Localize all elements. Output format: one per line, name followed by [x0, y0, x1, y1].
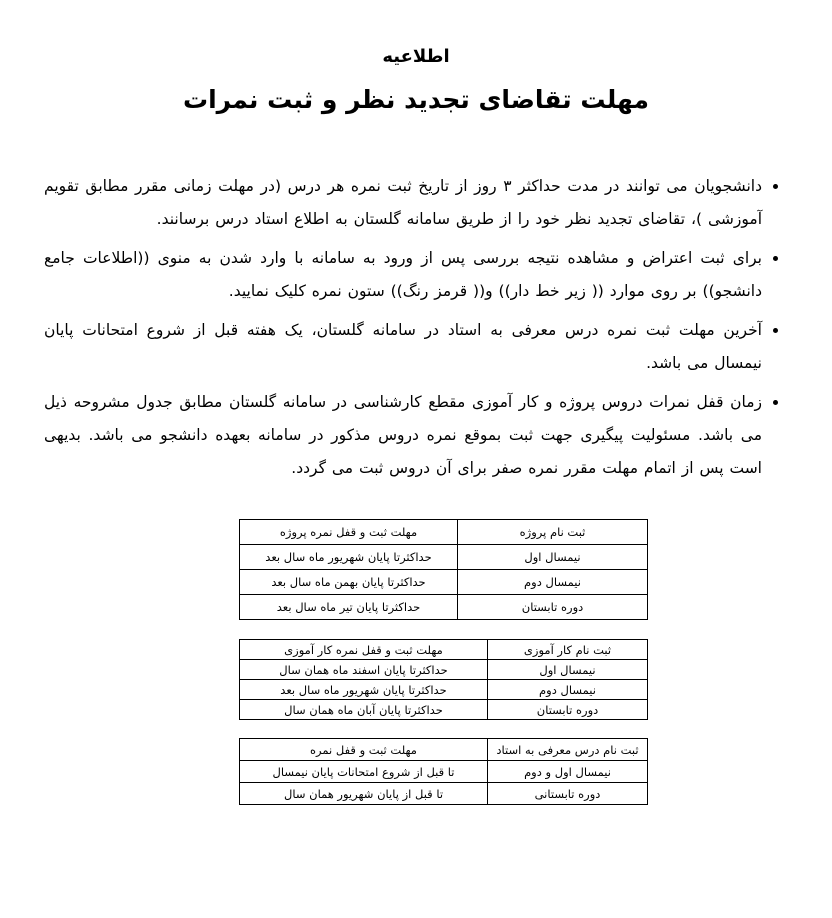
table-row — [240, 761, 648, 783]
cell-term: دوره تابستانی — [488, 783, 648, 805]
table-row — [240, 545, 648, 570]
bullet-item-instructor-deadline: • آخرین مهلت ثبت نمره درس معرفی به استاد در سامانه گلستان، یک هفته قبل از شروع امتحانات پایان نیمسال می باشد. — [44, 314, 762, 380]
table-header-row — [240, 520, 648, 545]
cell-term: نیمسال اول و دوم — [488, 761, 648, 783]
page-title: مهلت تقاضای تجدید نظر و ثبت نمرات — [182, 85, 650, 114]
header-cell-project-deadline: مهلت ثبت و قفل نمره پروژه — [240, 520, 458, 545]
header-cell-referral-registration: ثبت نام درس معرفی به استاد — [488, 739, 648, 761]
cell-deadline: تا قبل از پایان شهریور همان سال — [240, 783, 488, 805]
header-cell-project-registration: ثبت نام پروژه — [458, 520, 648, 545]
header-cell-internship-registration: ثبت نام کار آموزی — [488, 640, 648, 660]
table-row — [240, 660, 648, 680]
header-cell-referral-deadline: مهلت ثبت و قفل نمره — [240, 739, 488, 761]
cell-term: دوره تابستان — [488, 700, 648, 720]
table-row — [240, 570, 648, 595]
cell-deadline: حداکثرتا پایان تیر ماه سال بعد — [240, 595, 458, 620]
internship-grade-table — [240, 639, 648, 720]
cell-deadline: حداکثرتا پایان شهریور ماه سال بعد — [240, 545, 458, 570]
table-header-row — [240, 640, 648, 660]
announcement-heading: اطلاعیه — [382, 46, 450, 67]
cell-term: نیمسال دوم — [458, 570, 648, 595]
cell-deadline: حداکثرتا پایان بهمن ماه سال بعد — [240, 570, 458, 595]
cell-deadline: حداکثرتا پایان شهریور ماه سال بعد — [240, 680, 488, 700]
bullet-item-objection-registration: • برای ثبت اعتراض و مشاهده نتیجه بررسی پس از ورود به سامانه با وارد شدن به منوی ((اطلاعات جامع دانشجو)) بر روی موارد (( زیر خط دار)) و(( قرمز رنگ)) ستون نمره کلیک نمایید. — [44, 242, 762, 308]
table-row — [240, 700, 648, 720]
cell-term: نیمسال اول — [458, 545, 648, 570]
table-row — [240, 595, 648, 620]
table-header-row — [240, 739, 648, 761]
bullet-item-review-request: • دانشجویان می توانند در مدت حداکثر ۳ روز از تاریخ ثبت نمره هر درس (در مهلت زمانی مقرر مطابق تقویم آموزشی )، تقاضای تجدید نظر خود را از طریق سامانه گلستان به اطلاع استاد درس برسانند. — [44, 170, 762, 236]
header-cell-internship-deadline: مهلت ثبت و قفل نمره کار آموزی — [240, 640, 488, 660]
cell-deadline: حداکثرتا پایان اسفند ماه همان سال — [240, 660, 488, 680]
cell-deadline: تا قبل از شروع امتحانات پایان نیمسال — [240, 761, 488, 783]
project-grade-table — [240, 519, 648, 620]
instructor-referral-grade-table — [240, 738, 648, 805]
cell-term: نیمسال اول — [488, 660, 648, 680]
table-row — [240, 680, 648, 700]
table-row — [240, 783, 648, 805]
cell-term: دوره تابستان — [458, 595, 648, 620]
cell-deadline: حداکثرتا پایان آبان ماه همان سال — [240, 700, 488, 720]
cell-term: نیمسال دوم — [488, 680, 648, 700]
bullet-list — [44, 170, 784, 485]
bullet-item-grade-lock: • زمان قفل نمرات دروس پروژه و کار آموزی مقطع کارشناسی در سامانه گلستان مطابق جدول مشروحه ذیل می باشد. مسئولیت پیگیری جهت ثبت بموقع نمره دروس مذکور در سامانه بعهده دانشجو می باشد. بدیهی است پس از اتمام مهلت مقرر نمره صفر برای آن دروس ثبت می گردد. — [44, 386, 762, 485]
